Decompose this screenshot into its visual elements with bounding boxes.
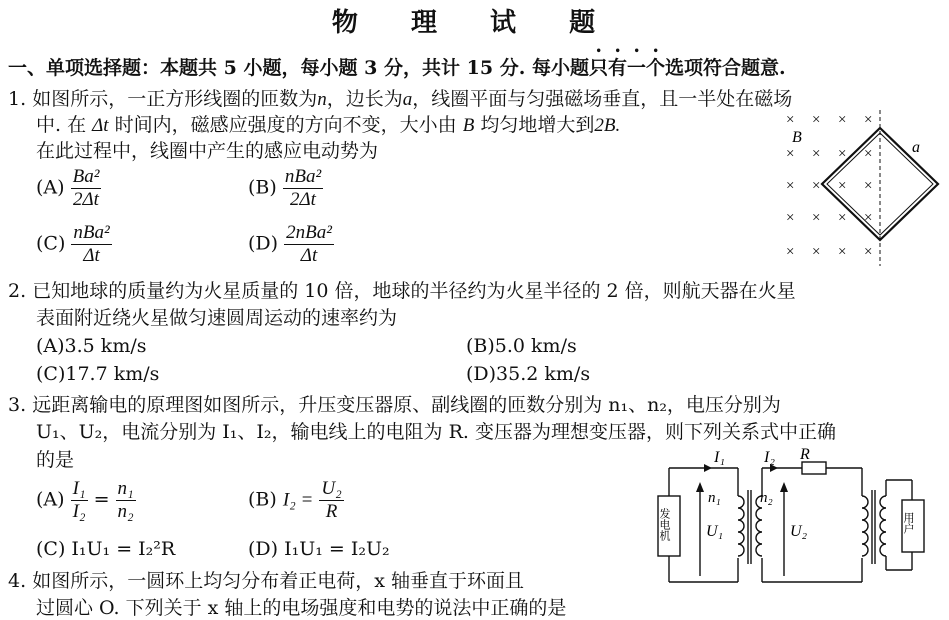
svg-text:×: ×: [812, 112, 821, 128]
current-arrow-i1: [704, 464, 712, 472]
q2-option-c: (C)17.7 km/s: [36, 363, 160, 385]
svg-text:×: ×: [786, 210, 795, 226]
svg-text:×: ×: [812, 210, 821, 226]
q1-option-d: [248, 222, 334, 267]
fraction: [283, 166, 323, 211]
label-U2: U₂: [790, 523, 808, 540]
q1-number: 1.: [8, 88, 27, 110]
q1-line3: 在此过程中，线圈中产生的感应电动势为: [36, 140, 379, 162]
section-heading-part: 一、单项选择题：本题共: [8, 57, 218, 79]
fraction: [284, 222, 334, 267]
label-R: R: [800, 446, 810, 463]
section-heading-score: 3: [364, 57, 378, 79]
fraction-numerator: nBa²: [284, 166, 322, 187]
svg-text:×: ×: [864, 210, 873, 226]
q1-var-a: a: [402, 89, 413, 110]
user-label: 用户: [902, 512, 914, 534]
fraction: [71, 478, 88, 523]
q3-figure-transmission-circuit: [652, 446, 944, 588]
svg-text:×: ×: [838, 244, 847, 260]
label-I1: I₁: [714, 449, 725, 466]
section-heading-part: 小题，每小题: [243, 57, 358, 79]
fraction-denominator: n₂: [117, 501, 134, 522]
svg-text:×: ×: [812, 244, 821, 260]
option-label: (A): [36, 176, 65, 199]
q3-number: 3.: [8, 394, 27, 416]
q3-line2: U₁、U₂，电流分别为 I₁、I₂，输电线上的电阻为 R. 变压器为理想变压器，则下列关系式中正确: [36, 421, 836, 443]
fraction-denominator: Δt: [83, 245, 100, 266]
fraction: [71, 222, 111, 267]
q1-line2: [36, 110, 620, 137]
svg-text:×: ×: [864, 178, 873, 194]
section-heading-count: 5: [223, 57, 237, 79]
circuit-wires: [658, 462, 924, 582]
svg-text:×: ×: [864, 146, 873, 162]
svg-text:×: ×: [838, 146, 847, 162]
q3-option-b: [248, 478, 344, 523]
q3-option-d: (D) I₁U₁ = I₂U₂: [248, 538, 390, 560]
svg-text:×: ×: [786, 146, 795, 162]
q1-text: 中. 在: [36, 114, 87, 136]
q1-var-B: B: [462, 115, 475, 136]
section-heading-part: 分. 每小题: [499, 57, 589, 79]
stepdown-primary-coil: [862, 496, 868, 556]
svg-text:×: ×: [838, 210, 847, 226]
q2-line1: [8, 276, 796, 303]
q3-option-a: [36, 478, 136, 523]
option-label: (C): [36, 232, 66, 255]
q3-option-c: (C) I₁U₁ = I₂²R: [36, 538, 176, 560]
q3-text: 远距离输电的原理图如图所示，升压变压器原、副线圈的匝数分别为 n₁、n₂，电压分别为: [32, 394, 781, 416]
q2-line2: 表面附近绕火星做匀速圆周运动的速率约为: [36, 307, 398, 329]
q3-line1: [8, 390, 781, 417]
fraction: [319, 478, 343, 523]
q1-figure-coil-in-field: [778, 108, 946, 268]
q4-line2: 过圆心 O. 下列关于 x 轴上的电场强度和电势的说法中正确的是: [36, 597, 567, 619]
svg-text:×: ×: [786, 112, 795, 128]
label-n1: n₁: [708, 490, 721, 506]
line-resistor: [802, 462, 826, 474]
field-label-B: B: [792, 129, 802, 146]
fraction-numerator: Ba²: [72, 166, 100, 187]
q4-line1: [8, 566, 524, 593]
svg-text:×: ×: [812, 178, 821, 194]
q1-var-2B: 2B.: [594, 115, 621, 136]
svg-text:×: ×: [864, 112, 873, 128]
svg-text:×: ×: [786, 178, 795, 194]
stepdown-secondary-coil: [880, 496, 886, 556]
fraction-denominator: R: [325, 501, 338, 522]
q2-text: 已知地球的质量约为火星质量的 10 倍，地球的半径约为火星半径的 2 倍，则航天器在火星: [32, 280, 796, 302]
q1-text: ，边长为: [326, 88, 403, 110]
fraction-denominator: 2Δt: [73, 189, 99, 210]
svg-text:×: ×: [838, 178, 847, 194]
generator-label: 发电机: [658, 508, 670, 541]
section-heading-emphasis: 只有一个: [588, 57, 665, 79]
q2-number: 2.: [8, 280, 27, 302]
svg-text:×: ×: [864, 244, 873, 260]
q2-option-a: (A)3.5 km/s: [36, 335, 147, 357]
page-title: 物 理 试 题: [331, 8, 618, 38]
fraction-denominator: 2Δt: [290, 189, 316, 210]
svg-text:×: ×: [786, 244, 795, 260]
option-label: (A): [36, 488, 65, 511]
q1-text: 均匀地增大到: [480, 114, 595, 136]
q4-number: 4.: [8, 570, 27, 592]
label-n2: n₂: [760, 490, 773, 506]
option-label: (B): [248, 488, 277, 511]
arrow-head: [696, 482, 704, 492]
q2-option-b: (B)5.0 km/s: [466, 335, 577, 357]
q1-text: 时间内，磁感应强度的方向不变，大小由: [114, 114, 457, 136]
q1-text: 如图所示，一正方形线圈的匝数为: [32, 88, 318, 110]
q1-var-dt: Δt: [92, 115, 109, 136]
q4-text: 如图所示，一圆环上均匀分布着正电荷，x 轴垂直于环面且: [32, 570, 524, 592]
q1-option-c: [36, 222, 112, 267]
fraction-numerator: U₂: [321, 478, 342, 499]
section-heading-part: 选项符合题意.: [664, 57, 786, 79]
fraction-numerator: nBa²: [73, 222, 110, 243]
svg-text:×: ×: [812, 146, 821, 162]
primary-coil: [738, 496, 744, 556]
q1-text: ，线圈平面与匀强磁场垂直，且一半处在磁场: [412, 88, 793, 110]
option-label: (B): [248, 176, 277, 199]
fraction: [71, 166, 102, 211]
arrow-head: [780, 482, 788, 492]
q2-option-d: (D)35.2 km/s: [466, 363, 591, 385]
fraction-numerator: 2nBa²: [286, 222, 332, 243]
section-heading: [8, 46, 786, 80]
label-U1: U₁: [706, 523, 724, 540]
fraction-denominator: I₂: [72, 501, 86, 522]
q1-option-b: [248, 166, 323, 211]
option-expression: I₂ =: [282, 489, 314, 511]
side-label-a: a: [912, 139, 920, 156]
fraction-numerator: I₁: [72, 478, 86, 499]
section-heading-part: 分，共计: [384, 57, 461, 79]
fraction-numerator: n₁: [117, 478, 134, 499]
fraction-denominator: Δt: [300, 245, 318, 266]
fraction: [116, 478, 136, 523]
option-label: (D): [248, 232, 279, 255]
label-I2: I₂: [764, 449, 775, 466]
q1-var-n: n: [317, 89, 327, 110]
svg-text:×: ×: [838, 112, 847, 128]
equals-sign: =: [93, 488, 110, 511]
section-heading-total: 15: [466, 57, 494, 79]
q1-option-a: [36, 166, 101, 211]
q3-line3: 的是: [36, 449, 75, 471]
q1-line1: [8, 84, 792, 111]
